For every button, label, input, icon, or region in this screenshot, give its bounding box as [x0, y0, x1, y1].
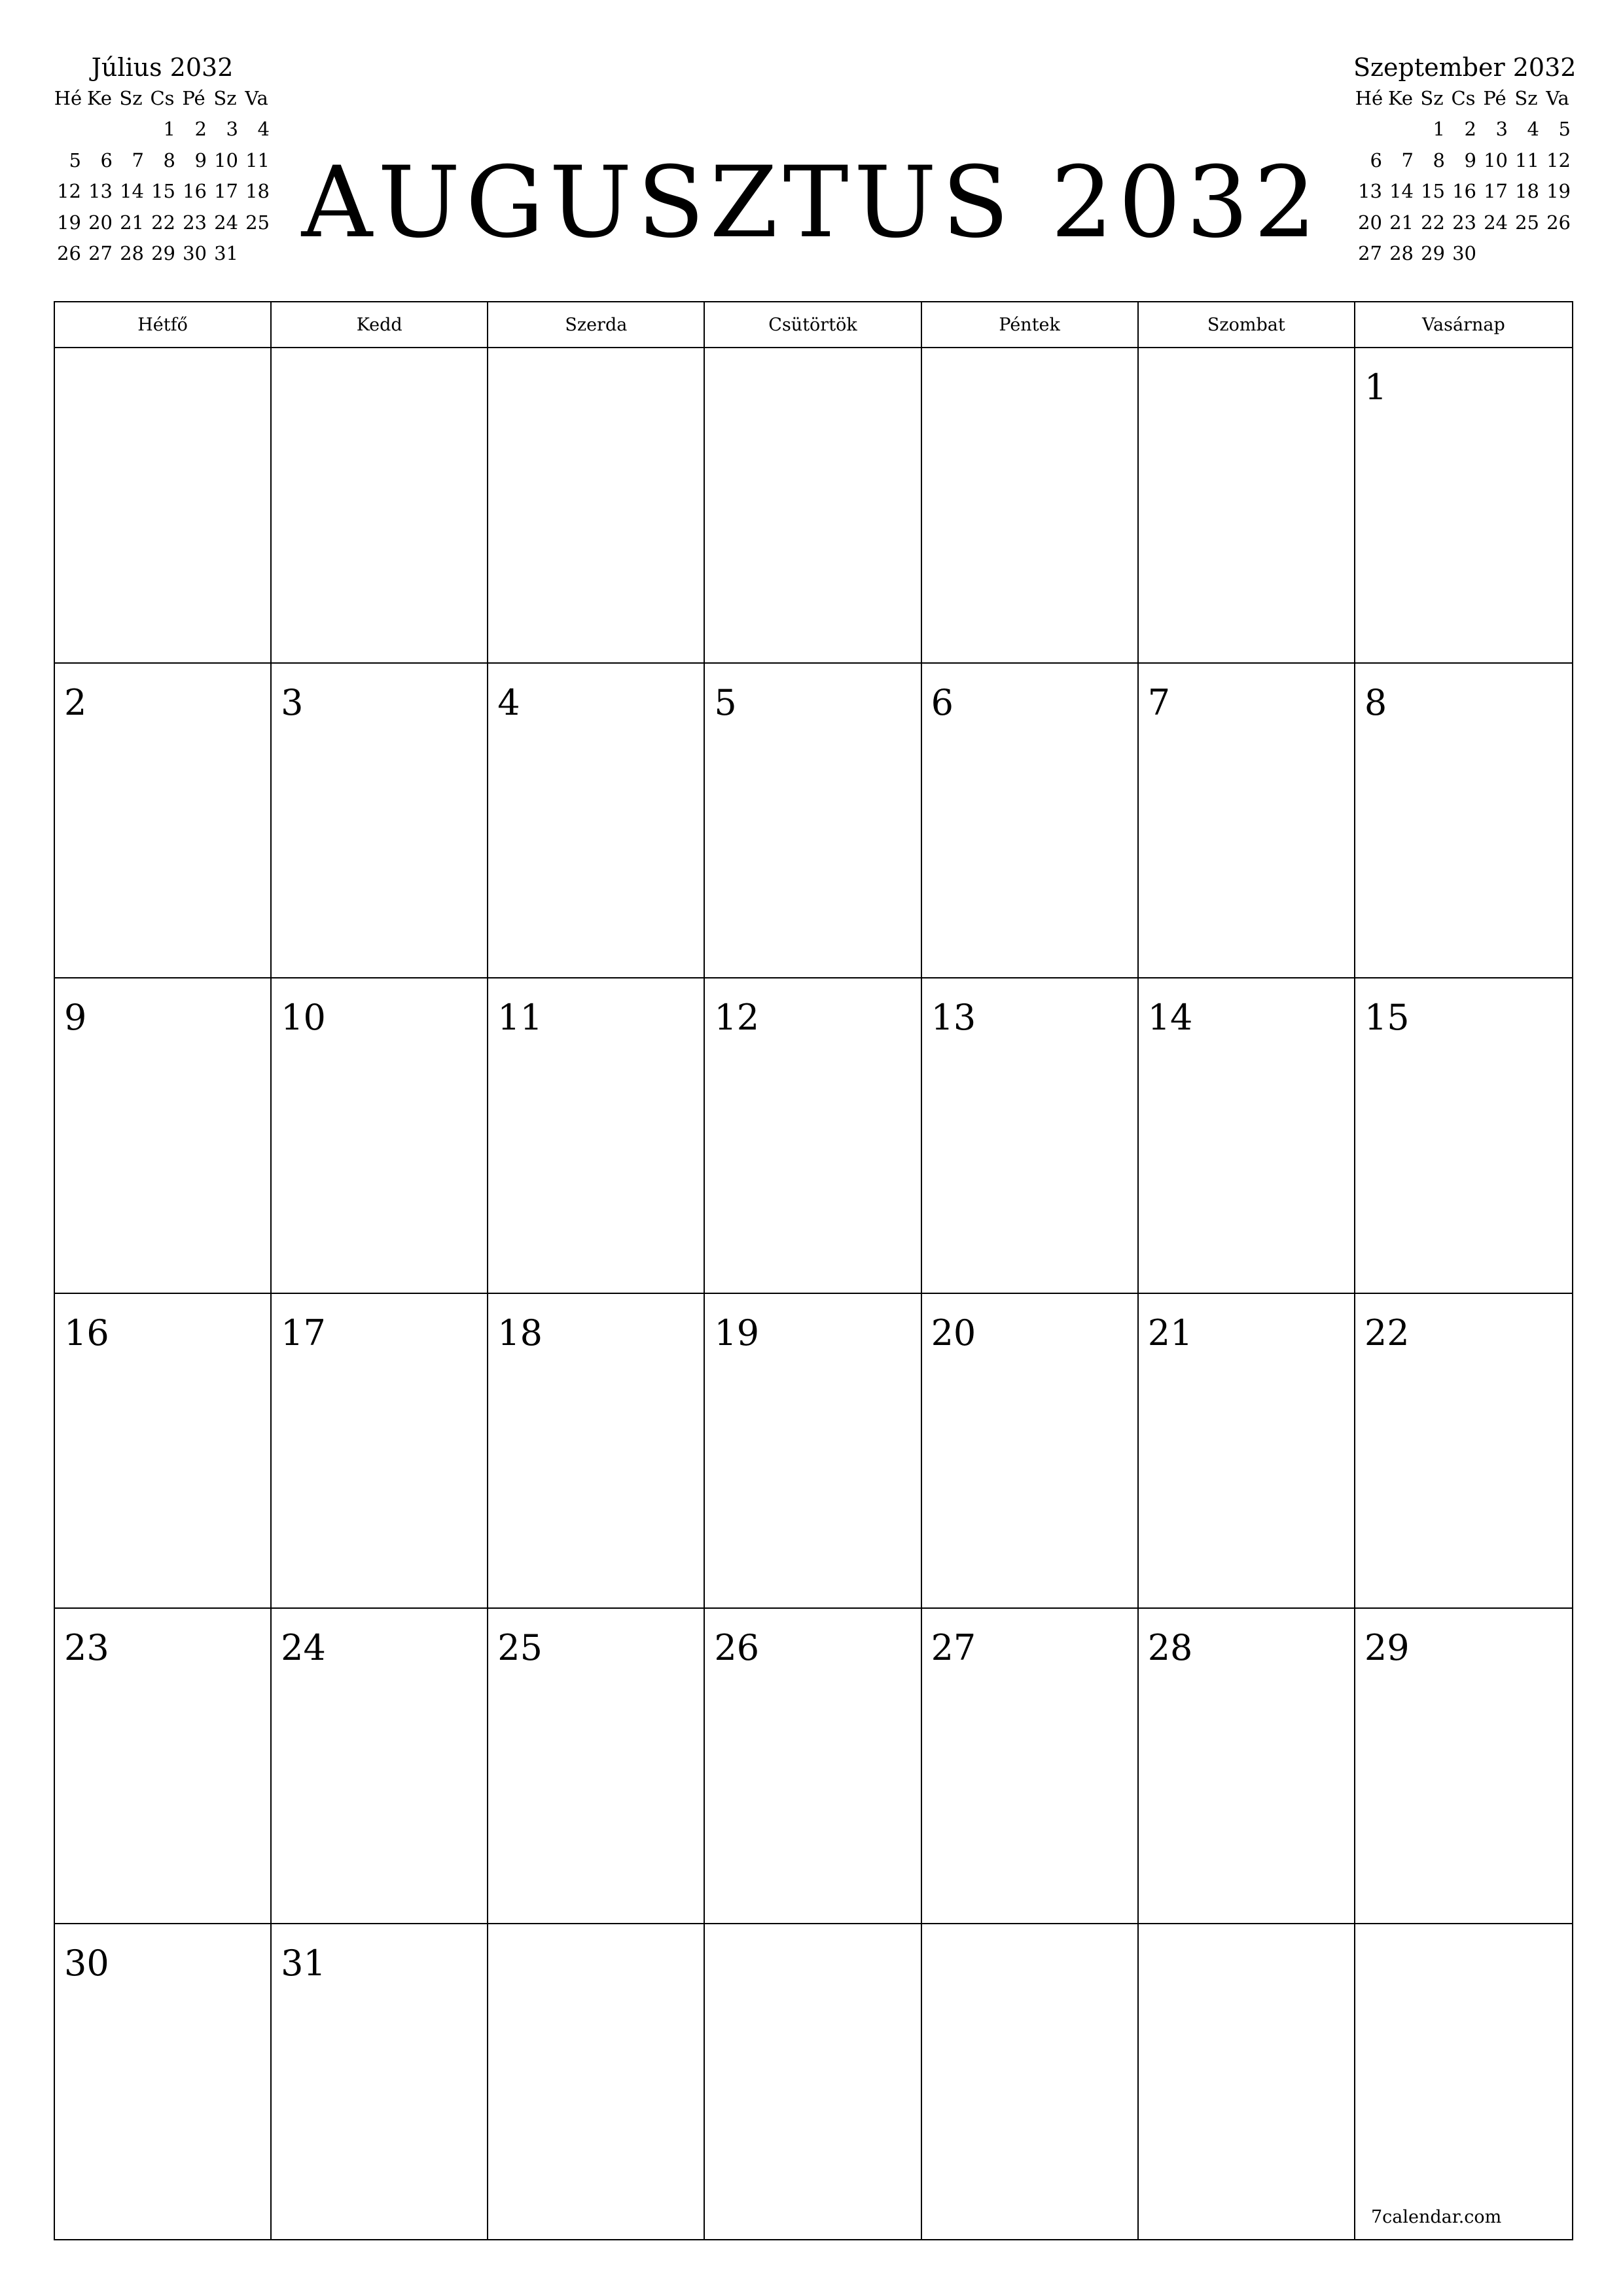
mini-day-cell	[1542, 238, 1573, 270]
mini-day-cell: 14	[120, 180, 144, 203]
mini-day-cell: 2	[194, 118, 207, 141]
day-number: 31	[281, 1942, 326, 1984]
day-cell	[272, 1609, 488, 1924]
mini-weekday-header: Va	[245, 86, 268, 109]
day-number: 2	[64, 681, 87, 723]
day-cell	[488, 1924, 705, 2240]
day-cell	[1355, 1294, 1572, 1609]
mini-day-cell: 14	[1389, 180, 1414, 203]
day-cell	[922, 664, 1139, 979]
mini-day-cell: 30	[1452, 242, 1476, 265]
mini-weekday-header: Va	[1546, 86, 1569, 109]
mini-weekday-header: Pé	[182, 86, 205, 109]
day-number: 28	[1147, 1627, 1193, 1668]
mini-day-cell: 20	[1358, 211, 1382, 234]
mini-day-cell: 21	[120, 211, 144, 234]
day-cell	[1355, 1609, 1572, 1924]
day-number: 23	[64, 1627, 109, 1668]
mini-day-cell: 28	[120, 242, 144, 265]
day-cell	[488, 348, 705, 664]
day-number: 12	[714, 997, 760, 1038]
mini-day-cell: 11	[245, 149, 270, 171]
day-number: 3	[281, 681, 304, 723]
mini-day-cell: 3	[226, 118, 238, 141]
mini-day-cell	[1353, 114, 1385, 145]
mini-weekday-header: Sz	[1514, 86, 1538, 109]
day-cell	[922, 978, 1139, 1294]
mini-day-cell: 18	[245, 180, 270, 203]
day-number: 14	[1147, 997, 1193, 1038]
day-number: 19	[714, 1312, 760, 1354]
mini-day-cell: 28	[1389, 242, 1414, 265]
day-cell	[55, 978, 272, 1294]
mini-day-cell: 19	[1546, 180, 1571, 203]
mini-day-cell: 8	[163, 149, 175, 171]
day-cell	[272, 664, 488, 979]
weekday-header: Kedd	[272, 302, 488, 348]
mini-day-cell: 24	[1484, 211, 1508, 234]
mini-calendar-prev-month	[52, 52, 272, 269]
mini-day-cell: 1	[1433, 118, 1445, 141]
mini-weekday-header: Sz	[1420, 86, 1444, 109]
mini-weekday-header: Cs	[1451, 86, 1476, 109]
mini-day-cell: 12	[1546, 149, 1571, 171]
mini-day-cell: 17	[214, 180, 238, 203]
mini-day-cell: 15	[1421, 180, 1445, 203]
mini-day-cell: 23	[183, 211, 207, 234]
day-number: 4	[497, 681, 520, 723]
mini-day-cell	[1479, 238, 1510, 270]
mini-day-cell: 29	[1421, 242, 1445, 265]
mini-day-cell: 13	[1358, 180, 1382, 203]
mini-weekday-header: Hé	[54, 86, 82, 109]
day-cell	[272, 978, 488, 1294]
footer-source-text: 7calendar.com	[1371, 2207, 1502, 2227]
mini-day-cell: 29	[151, 242, 175, 265]
mini-day-cell	[1510, 238, 1542, 270]
day-number: 10	[281, 997, 326, 1038]
day-cell	[55, 1294, 272, 1609]
mini-day-cell: 12	[57, 180, 81, 203]
day-cell	[272, 1924, 488, 2240]
mini-day-cell: 22	[1421, 211, 1445, 234]
mini-day-cell: 22	[151, 211, 175, 234]
day-number: 7	[1147, 681, 1171, 723]
mini-day-cell: 7	[1401, 149, 1414, 171]
day-cell	[922, 1294, 1139, 1609]
mini-day-cell: 26	[1546, 211, 1571, 234]
weekday-header: Szerda	[488, 302, 705, 348]
day-number: 27	[931, 1627, 976, 1668]
day-cell	[1139, 1924, 1355, 2240]
mini-day-cell: 4	[257, 118, 270, 141]
mini-day-cell: 5	[1558, 118, 1571, 141]
mini-day-cell: 31	[214, 242, 238, 265]
mini-day-cell: 25	[245, 211, 270, 234]
mini-day-cell: 24	[214, 211, 238, 234]
mini-calendar-title: Szeptember 2032	[1353, 53, 1577, 82]
mini-day-cell	[84, 114, 115, 145]
mini-day-cell: 13	[88, 180, 113, 203]
mini-day-cell	[1385, 114, 1416, 145]
mini-day-cell: 26	[57, 242, 81, 265]
mini-day-cell: 2	[1464, 118, 1476, 141]
mini-day-cell: 10	[1484, 149, 1508, 171]
weekday-header: Szombat	[1139, 302, 1355, 348]
mini-weekday-header: Cs	[150, 86, 175, 109]
day-cell	[55, 348, 272, 664]
day-cell	[922, 348, 1139, 664]
day-cell	[705, 1924, 921, 2240]
mini-day-cell	[241, 238, 272, 270]
mini-weekday-header: Ke	[86, 86, 113, 109]
mini-calendar-grid	[1353, 82, 1573, 269]
day-cell	[1355, 664, 1572, 979]
day-number: 8	[1364, 681, 1387, 723]
mini-calendar-next-month	[1353, 52, 1577, 269]
day-cell	[705, 348, 921, 664]
day-cell	[55, 1924, 272, 2240]
day-cell	[488, 1609, 705, 1924]
mini-day-cell: 19	[57, 211, 81, 234]
day-cell	[1355, 348, 1572, 664]
day-number: 17	[281, 1312, 326, 1354]
mini-day-cell: 16	[183, 180, 207, 203]
day-number: 11	[497, 997, 543, 1038]
mini-day-cell: 15	[151, 180, 175, 203]
day-cell	[488, 1294, 705, 1609]
mini-day-cell: 27	[1358, 242, 1382, 265]
day-number: 24	[281, 1627, 326, 1668]
mini-day-cell: 5	[69, 149, 81, 171]
mini-day-cell: 27	[88, 242, 113, 265]
day-cell	[705, 1609, 921, 1924]
day-number: 16	[64, 1312, 109, 1354]
mini-weekday-header: Sz	[213, 86, 237, 109]
mini-day-cell: 25	[1515, 211, 1539, 234]
mini-day-cell: 4	[1527, 118, 1539, 141]
mini-day-cell: 9	[1464, 149, 1476, 171]
month-calendar-grid	[54, 301, 1573, 2240]
day-cell	[705, 1294, 921, 1609]
page-title: AUGUSZTUS 2032	[301, 146, 1322, 260]
mini-day-cell	[52, 114, 84, 145]
day-number: 26	[714, 1627, 760, 1668]
day-number: 13	[931, 997, 976, 1038]
day-cell	[272, 348, 488, 664]
mini-calendar-title: Július 2032	[91, 53, 234, 82]
day-number: 6	[931, 681, 954, 723]
mini-day-cell: 21	[1389, 211, 1414, 234]
day-cell	[705, 664, 921, 979]
day-number: 15	[1364, 997, 1410, 1038]
mini-weekday-header: Ke	[1387, 86, 1414, 109]
mini-day-cell: 17	[1484, 180, 1508, 203]
day-number: 29	[1364, 1627, 1410, 1668]
day-cell	[55, 664, 272, 979]
day-cell	[55, 1609, 272, 1924]
day-cell	[1139, 978, 1355, 1294]
mini-day-cell: 11	[1515, 149, 1539, 171]
day-cell	[488, 978, 705, 1294]
day-cell	[1355, 978, 1572, 1294]
mini-day-cell: 6	[1370, 149, 1382, 171]
weekday-header: Csütörtök	[705, 302, 921, 348]
weekday-header: Hétfő	[55, 302, 272, 348]
weekday-header: Vasárnap	[1355, 302, 1572, 348]
day-cell	[272, 1294, 488, 1609]
mini-day-cell: 6	[100, 149, 113, 171]
day-number: 9	[64, 997, 87, 1038]
weekday-header: Péntek	[922, 302, 1139, 348]
day-cell	[1139, 664, 1355, 979]
mini-day-cell: 16	[1452, 180, 1476, 203]
day-cell	[1139, 1294, 1355, 1609]
day-number: 30	[64, 1942, 109, 1984]
mini-day-cell: 3	[1495, 118, 1508, 141]
day-number: 21	[1147, 1312, 1193, 1354]
day-cell	[1139, 348, 1355, 664]
mini-day-cell: 20	[88, 211, 113, 234]
day-cell	[1355, 1924, 1572, 2240]
mini-calendar-grid	[52, 82, 272, 269]
mini-day-cell: 18	[1515, 180, 1539, 203]
day-number: 20	[931, 1312, 976, 1354]
day-number: 1	[1364, 367, 1387, 408]
day-cell	[488, 664, 705, 979]
mini-day-cell: 7	[132, 149, 144, 171]
mini-day-cell: 30	[183, 242, 207, 265]
mini-day-cell: 9	[194, 149, 207, 171]
mini-day-cell: 23	[1452, 211, 1476, 234]
mini-weekday-header: Hé	[1355, 86, 1383, 109]
mini-weekday-header: Pé	[1483, 86, 1507, 109]
day-number: 18	[497, 1312, 543, 1354]
day-number: 22	[1364, 1312, 1410, 1354]
day-number: 25	[497, 1627, 543, 1668]
day-number: 5	[714, 681, 737, 723]
mini-day-cell: 1	[163, 118, 175, 141]
mini-day-cell: 10	[214, 149, 238, 171]
day-cell	[922, 1609, 1139, 1924]
day-cell	[1139, 1609, 1355, 1924]
mini-weekday-header: Sz	[119, 86, 143, 109]
day-cell	[922, 1924, 1139, 2240]
day-cell	[705, 978, 921, 1294]
mini-day-cell	[115, 114, 147, 145]
mini-day-cell: 8	[1433, 149, 1445, 171]
